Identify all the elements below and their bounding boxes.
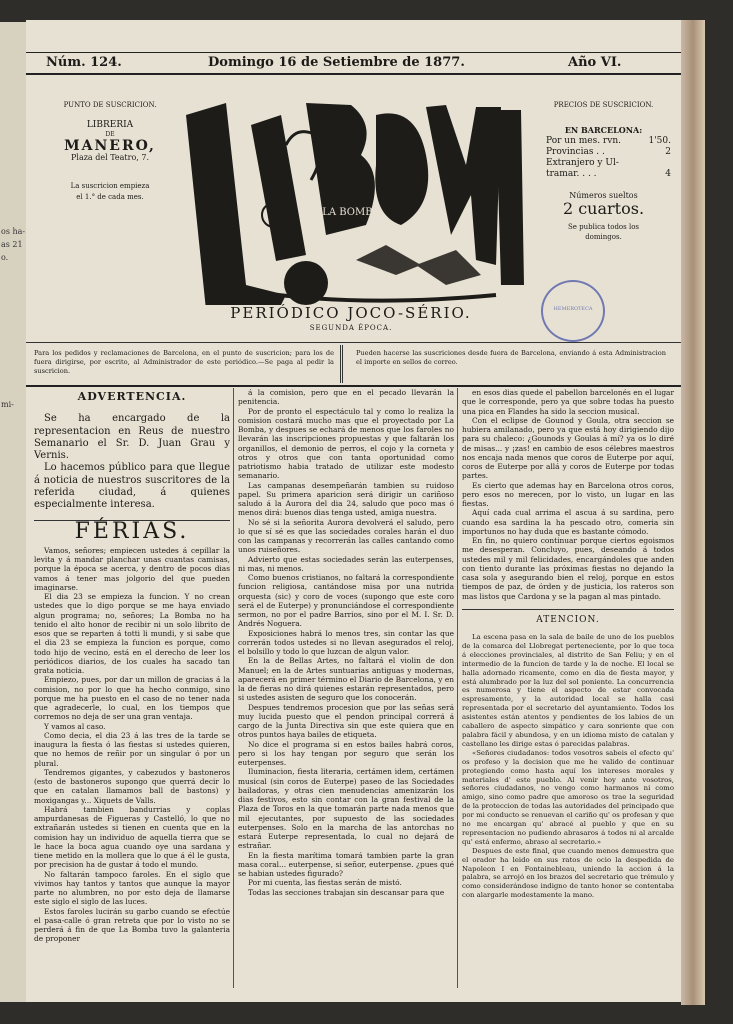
article-paragraph: Todas las secciones trabajan sin descansar para que <box>248 887 445 897</box>
price-row <box>546 169 671 180</box>
article-paragraph: No faltarán tampoco faroles. En el siglo que vivimos hay tantos y tantos que aunque la mayor parte no alumbren, no por esto deja de llamarse este siglo el siglo de las luces. <box>34 869 230 907</box>
advertencia-paragraph: Lo hacemos público para que llegue á noticia de nuestros suscritores de la referida ciudad, á quienes especialmente interesa. <box>34 462 230 511</box>
price-label: Por un mes. rvn. <box>546 136 621 146</box>
subscription-point-heading: PUNTO DE SUSCRICION. <box>63 101 157 109</box>
column-1 <box>34 388 230 944</box>
price-row <box>546 158 671 169</box>
issue-number: Núm. 124. <box>46 55 122 70</box>
masthead-logo <box>176 85 526 305</box>
subscription-point <box>40 100 180 203</box>
publication-schedule-line1: Se publica todos los <box>567 223 639 231</box>
notices-band <box>26 342 681 387</box>
article-paragraph: Por mi cuenta, las fiestas serán de mistó. <box>248 878 402 888</box>
article-paragraph: Con el eclipse de Gounod y Goula, otra seccion se hubiera amilanado, pero ya que está hoy dirigiendo dijo para su chaleco: ¿Gounods y Goulas á mí? ya os lo diré de misas... y ¡zas! en cambio de esos célebres maestros nos encaja nada menos que coros de Euterpe por aquí, coros de Euterpe por allá y coros de Euterpe por todas partes. <box>462 415 674 481</box>
ferias-heading: FÉRIAS. <box>74 518 190 544</box>
article-paragraph: Es cierto que ademas hay en Barcelona otros coros, pero esos no merecen, por lo visto, un lugar en las fiestas. <box>462 480 674 508</box>
article-paragraph: En la fiesta marítima tomará tambien parte la gran masa coral... euterpense, si señor, euterpense. ¿pues qué se habian ustedes figurado? <box>238 850 454 878</box>
article-paragraph: Y vamos al caso. <box>44 721 106 731</box>
article-paragraph: En fin, no quiero continuar porque ciertos egoismos me desesperan. Concluyo, pues, deseando á todos ustedes mil y mil felicidades, encargándoles que anden con tiento durante las próximas fiestas no dejando la casa sola y asegurando bien el reloj, porque en estos tiempos de paz, de órden y de justicia, los rateros son mas listos que Cardona y se la pagan al mas pintado. <box>462 536 674 601</box>
article-paragraph: Despues tendremos procesion que por las señas será muy lucida puesto que el pendon principal correrá á cargo de la Junta Directiva sin que este quiera que en otros puntos haya bailes de etiqueta. <box>238 702 454 740</box>
masthead-bar <box>26 52 681 75</box>
single-issue-price: 2 cuartos. <box>562 199 645 218</box>
atencion-paragraph: «Señores ciudadanos: todos vosotros sabeis el efecto qu' os profeso y la decision que me he valido de continuar protegiendo como hasta aquí los intereses morales y materiales d' este pueblo. Al venir hoy ante vosotros, señores ciudadanos, no vengo como harmanos ni como amigo, sino como padre que amoroso os trae la seguridad de la proteccion de todas las autoridades del principado que por mi conducto se renuevan el cariño qu' os profesan y que no me encargan qu' abracé al pueblo y que en su representacion no pudiendo abrasaros á todos ni al arcalde qu' está enfermo, abraso al secretario.» <box>462 748 674 846</box>
libreria-label: LIBRERIA <box>86 120 134 130</box>
publication-schedule-line2: domingos. <box>585 233 622 241</box>
atencion-paragraph: Despues de este final, que cuando menos demuestra que el orador ha leido en sus ratos de ocio la despedida de Napoleon I en Fontainebleau, uniendo la accion á la palabra, se arrojó en los brazos del secretario que trémulo y como considerándose indigno de tanto honor se contentaba con alargarle modestamente la mano. <box>462 846 674 900</box>
subscription-prices <box>536 100 671 242</box>
column-divider <box>457 388 458 988</box>
column-divider <box>233 388 234 988</box>
article-paragraph: Las campanas desempeñarán tambien su ruidoso papel. Su primera aparicion será dirigir un cariñoso saludo á la Aurora del dia 24, saludo que poco mas ó menos dirá: buenos dias tenga usted, amiga nuestra. <box>238 480 454 518</box>
article-paragraph: No sé si la señorita Aurora devolverá el saludo, pero lo que sí sé es que las sociedades corales harán el duo con las campanas y recorrerán las calles cantando como unos ruiseñores. <box>238 517 454 555</box>
advertencia-paragraph: Se ha encargado de la representacion en Reus de nuestro Semanario el Sr. D. Juan Grau y Vernis. <box>34 413 230 462</box>
article-paragraph: Aquí cada cual arrima el ascua á su sardina, pero cuando esa sardina la ha pescado otro, comeria sin importunos no hay duda que es bastante cómodo. <box>462 508 674 536</box>
issue-date: Domingo 16 de Setiembre de 1877. <box>208 55 465 70</box>
price-label: tramar. . . . <box>546 169 597 179</box>
advertencia-heading: ADVERTENCIA. <box>77 390 187 403</box>
section-rule <box>462 609 674 610</box>
article-paragraph: En la de Bellas Artes, no faltará el violin de don Manuel; en la de Artes suntuarias antiguas y modernas, aparecerá en primer término el Diario de Barcelona, y en la de fieras no dirá quienes estarán representados, pero si ustedes asisten de seguro que los conocerán. <box>238 656 454 703</box>
newspaper-page <box>26 20 681 1002</box>
atencion-heading: ATENCION. <box>536 614 600 625</box>
price-value: 2 <box>665 147 671 157</box>
notice-outside: Pueden hacerse las suscriciones desde fuera de Barcelona, enviando á esta Administracion el importe en sellos de correo. <box>356 349 666 366</box>
article-paragraph: Estos faroles lucirán su garbo cuando se efectúe el pasa-calle ó gran retreta que por lo visto no se perderá á fin de que La Bomba tuvo la galanteria de proponer <box>34 906 230 944</box>
library-stamp <box>541 280 605 342</box>
single-issue-label: Números sueltos <box>569 191 638 200</box>
article-paragraph: Como decia, el dia 23 á las tres de la tarde se inaugura la fiesta ó las fiestas si ustedes quieren, que no hemos de reñir por un singular ó por un plural. <box>34 730 230 768</box>
logo-text: LA BOMBA <box>322 207 380 218</box>
price-value: 1'50. <box>648 136 671 146</box>
article-paragraph: á la comision, pero que en el pecado llevarán la penitencia. <box>238 388 454 407</box>
price-value: 4 <box>665 169 671 179</box>
periodical-epoch: SEGUNDA ÉPOCA. <box>309 324 393 332</box>
price-row <box>546 136 671 147</box>
article-paragraph: Vamos, señores; empiecen ustedes á cepillar la levita y á mandar planchar unas cuantas camisas, porque la época se acerca, y dentro de pocos dias vamos á tener mas jolgorio del que pueden imaginarse. <box>34 545 230 592</box>
notices-divider <box>340 345 344 383</box>
article-paragraph: Habrá tambien bandurrias y coplas ampurdanesas de Figueras y Castelló, lo que no extrañarán ustedes si tienen en cuenta que en la comision hay un individuo de aquella tierra que se le hace la boca agua cuando oye una sardana y tiene metido en la mollera que lo que á él le gusta, por precision ha de gustar á todo el mundo. <box>34 804 230 870</box>
subscription-start-line2: el 1.° de cada mes. <box>76 193 144 201</box>
article-paragraph: en esos dias quede el pabellon barcelonés en el lugar que le corresponde, pero ya que sobre todas ha puesto una pica en Flandes ha sido la seccion musical. <box>462 388 674 416</box>
article-paragraph: Como buenos cristianos, no faltará la correspondiente funcion religiosa, cantándose misa por una nutrida orquesta (sic) y coro de voces (supongo que este coro será el de Euterpe) y pronunciándose el correspondiente sermon, no por el padre Barrios, sino por el M. I. Sr. D. Andrés Noguera. <box>238 573 454 629</box>
atencion-paragraph: La escena pasa en la sala de baile de uno de los pueblos de la comarca del Llobregat perteneciente, por lo que toca á elecciones provinciales, al distrito de San Feliu; y en el intermedio de la funcion de tarde y la de noche. El local se halla adornado ricamente, como en dia de fiesta mayor, y está alumbrado por la luz del sol poniente. La concurrencia es numerosa y tiene el aspecto de estar convocada espresamente, y la autoridad local se halla casi representada por el secretario del ayuntamiento. Todos los asistentes están atentos y pendientes de los labios de un caballero de aspecto simpático y cara sonriente que con palabra fácil y abundosa, y en un idioma misto de catalan y castellano les dirige estas ó parecidas palabras. <box>462 633 674 748</box>
prices-city: EN BARCELONA: <box>564 125 643 135</box>
bookseller-name: MANERO, <box>64 138 156 154</box>
article-paragraph: Iluminacion, fiesta literaria, certámen idem, certámen musical (sin coros de Euterpe) paseo de las Sociedades bailadoras, y otras cien menudencias amenizarán los dias festivos, esto sin contar con la gran festival de la Plaza de Toros en la que tomarán parte nada menos que mil ejecutantes, por supuesto de las sociedades euterpenses. Solo en la marcha de las antorchas no estará Euterpe representada, lo cual no dejará de estrañar. <box>238 767 454 851</box>
column-2 <box>238 388 454 897</box>
prices-heading: PRECIOS DE SUSCRICION. <box>553 101 654 109</box>
article-paragraph: Advierto que estas sociedades serán las euterpenses, ni mas, ni menos. <box>238 554 454 573</box>
article-paragraph: Exposiciones habrá lo menos tres, sin contar las que correrán todos ustedes si no llevan asegurados el reloj, el bolsillo y todo lo que luzcan de algun valor. <box>238 628 454 656</box>
article-paragraph: Empiezo, pues, por dar un millon de gracias á la comision, no por lo que ha hecho conmigo, sino porque me ha puesto en el caso de no tener nada que agradecerle, lo cual, en los tiempos que corremos no deja de ser una gran ventaja. <box>34 675 230 722</box>
price-label: Extranjero y Ul- <box>546 158 619 168</box>
stamp-text: HEMEROTECA <box>553 306 593 312</box>
periodical-subtitle: PERIÓDICO JOCO-SÉRIO. <box>230 304 472 322</box>
notice-barcelona: Para los pedidos y reclamaciones de Barcelona, en el punto de suscricion; para los de fuera dirigirse, por escrito, al Administrador de este periódico.—Se paga al pedir la suscricion. <box>34 349 334 375</box>
subscription-start-line1: La suscricion empieza <box>70 182 150 190</box>
price-row <box>546 147 671 158</box>
de-label: DE <box>105 131 115 138</box>
article-paragraph: Por de pronto el espectáculo tal y como lo realiza la comision costará mucho mas que el proyectado por La Bomba, y despues se echará de menos que los faroles no llevarán las inscripciones propuestas y que faltarán los organillos, el demonio de perros, el cojo y la corneta y otros y otros que con tanta oportunidad como patriotismo habia tratado de utilizar este modesto semanario. <box>238 406 454 481</box>
la-bomba-logo-illustration <box>176 85 526 305</box>
article-paragraph: El dia 23 se empieza la funcion. Y no crean ustedes que lo digo porque se me haya enviado algun programa; no, señores; La Bomba no ha tenido el alto honor de recibir ni un solo librito de esos que se reparten á totti li mundi, y si sabe que el dia 23 se empieza la funcion es porque, como todo hijo de vecino, está en el derecho de leer los periódicos diarios, de los cuales ha sacado tan grata noticia. <box>34 592 230 676</box>
bookseller-address: Plaza del Teatro, 7. <box>71 153 149 162</box>
article-paragraph: Tendremos gigantes, y cabezudos y bastoneros (esto de bastoneros supongo que querrá decir lo que en catalan llamamos ball de bastons) y moxigangas y... Xiquets de Valls. <box>34 767 230 805</box>
binding-edge <box>681 20 705 1005</box>
issue-year: Año VI. <box>568 55 622 70</box>
column-3 <box>462 388 674 900</box>
article-paragraph: No dice el programa si en estos bailes habrá coros, pero si los hay tengan por seguro que serán los euterpenses. <box>238 739 454 767</box>
price-label: Provincias . . <box>546 147 605 157</box>
adjacent-page-edge: os ha- as 21 o. mi- <box>0 22 27 1002</box>
